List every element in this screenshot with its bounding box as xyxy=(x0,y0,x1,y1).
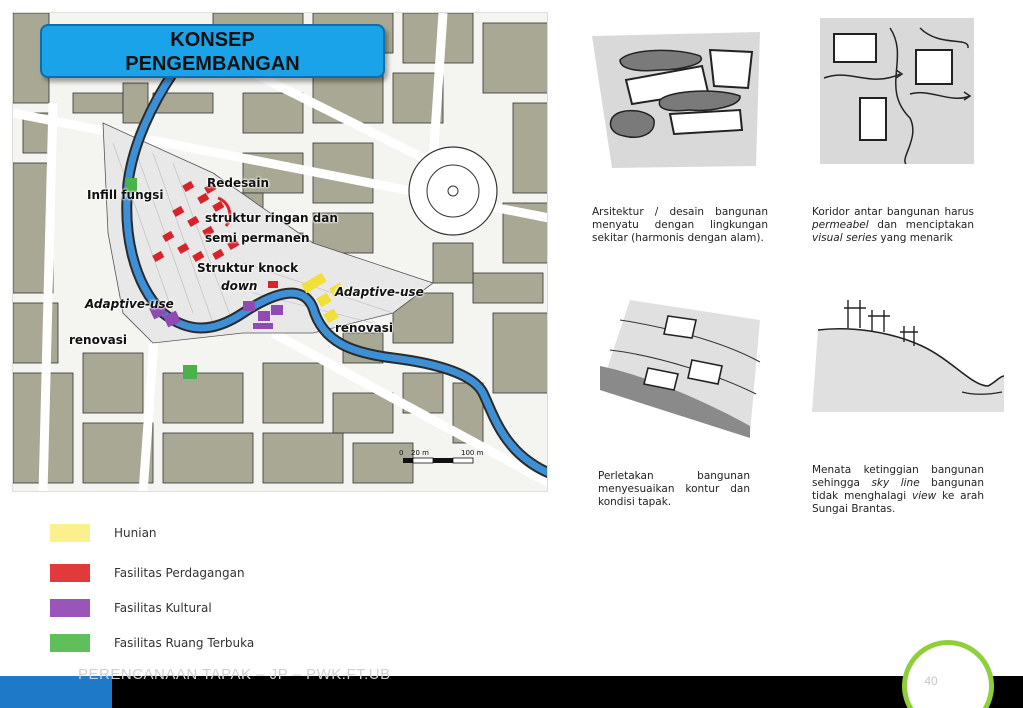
page-number-badge xyxy=(902,640,994,708)
site-map xyxy=(12,12,548,492)
caption-koridor-text-e: yang menarik xyxy=(877,232,953,244)
legend-item-hunian xyxy=(50,522,310,544)
caption-kontur: Perletakan bangunan menyesuaikan kontur dan kondisi tapak. xyxy=(598,470,750,508)
footer-bar xyxy=(0,666,1023,708)
title-banner xyxy=(40,24,385,78)
caption-skyline-view: view xyxy=(912,490,937,502)
legend-item-ruang-terbuka xyxy=(50,632,310,654)
caption-skyline-text-c: bangunan tidak menghalagi xyxy=(812,477,984,502)
label-redesain: Redesain xyxy=(207,176,270,190)
caption-skyline-text-a: Menata ketinggian bangunan sehingga xyxy=(812,464,984,489)
page-number: 40 xyxy=(924,674,938,688)
sketch-koridor xyxy=(820,18,974,164)
caption-koridor-text-a: Koridor antar bangunan harus xyxy=(812,206,974,218)
legend-label: Fasilitas Perdagangan xyxy=(114,566,245,580)
roundabout xyxy=(409,147,497,235)
scale-bar xyxy=(403,458,473,463)
site-map-drawing xyxy=(13,13,548,492)
label-adaptive-right: Adaptive-use xyxy=(335,285,424,299)
sketch-harmonis xyxy=(590,30,765,170)
caption-harmonis: Arsitektur / desain bangunan menyatu dengan lingkungan sekitar (harmonis dengan alam). xyxy=(592,206,768,244)
title-line-1: KONSEP xyxy=(170,29,255,51)
scale-end: 100 m xyxy=(461,449,484,457)
caption-koridor-permeabel: permeabel xyxy=(812,219,869,231)
legend-item-perdagangan xyxy=(50,562,310,584)
label-renovasi-left: renovasi xyxy=(69,333,128,347)
open-space-2 xyxy=(183,365,197,379)
label-infill: Infill fungsi xyxy=(87,188,164,202)
legend-swatch xyxy=(50,599,90,617)
caption-koridor xyxy=(812,206,974,245)
caption-skyline xyxy=(812,464,984,516)
legend-item-kultural xyxy=(50,597,310,619)
legend-label: Fasilitas Ruang Terbuka xyxy=(114,636,255,650)
label-struktur-ringan-2: semi permanen xyxy=(205,231,310,245)
label-struktur-ringan-1: struktur ringan dan xyxy=(205,211,338,225)
scale-zero: 0 xyxy=(399,449,404,457)
caption-skyline-sky-line: sky line xyxy=(871,477,920,489)
title-line-2: PENGEMBANGAN xyxy=(125,53,300,75)
label-adaptive-left: Adaptive-use xyxy=(85,297,174,311)
legend-swatch xyxy=(50,524,90,542)
scale-mid: 20 m xyxy=(411,449,429,457)
label-renovasi-right: renovasi xyxy=(335,321,394,335)
caption-skyline-text-e: ke arah Sungai Brantas. xyxy=(812,490,985,515)
caption-koridor-visual-series: visual series xyxy=(812,232,878,244)
legend-swatch xyxy=(50,634,90,652)
legend-label: Hunian xyxy=(114,526,157,540)
sketch-kontur xyxy=(600,290,770,440)
label-knock-down-2: down xyxy=(221,279,258,293)
footer-text: PERENCANAAN TAPAK – JP – PWK.FT.UB xyxy=(78,666,391,683)
caption-koridor-text-c: dan menciptakan xyxy=(868,219,974,231)
legend-swatch xyxy=(50,564,90,582)
label-knock-down-1: Struktur knock xyxy=(197,261,299,275)
legend-label: Fasilitas Kultural xyxy=(114,601,212,615)
sketch-skyline xyxy=(812,296,1004,412)
